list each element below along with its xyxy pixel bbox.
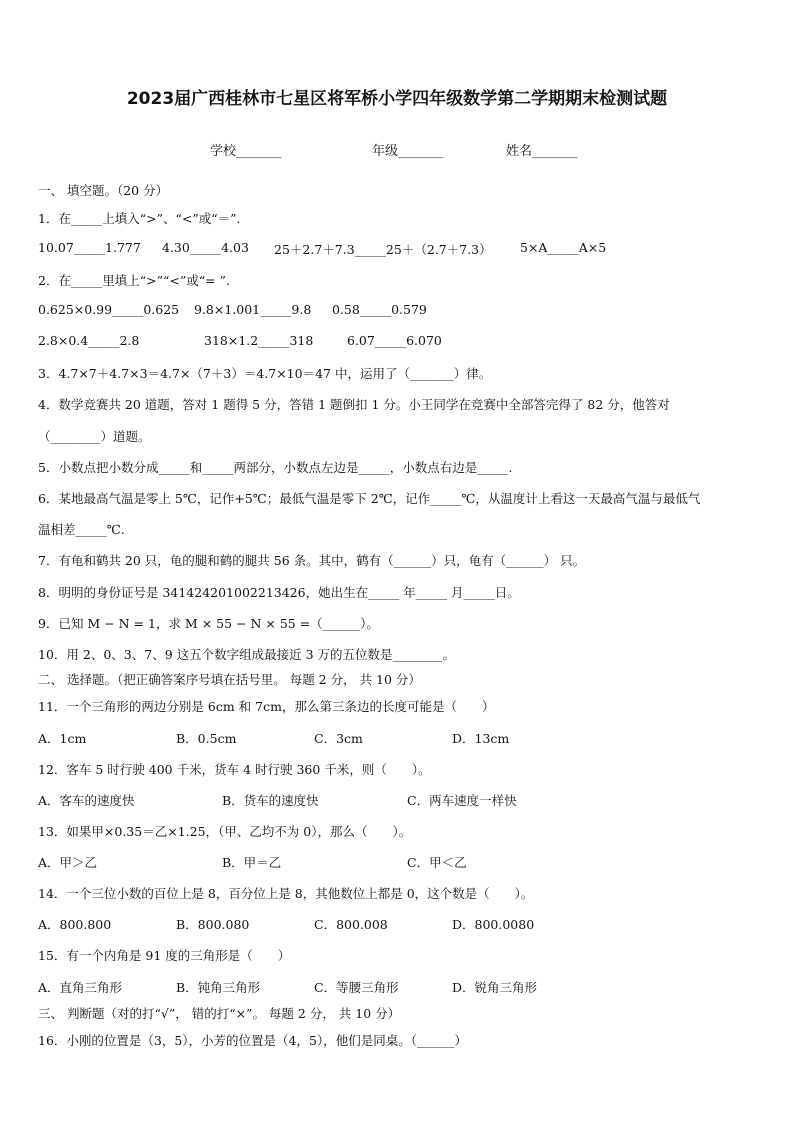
q11-option-b: B．0.5cm [176,731,237,746]
q11-option-c: C．3cm [314,731,363,746]
question-4-continued: （________）道题。 [38,429,151,444]
q12-option-b: B．货车的速度快 [222,793,319,808]
question-16: 16．小刚的位置是（3，5），小芳的位置是（4，5），他们是同桌。（______） [38,1033,467,1048]
question-9: 9．已知 M − N = 1，求 M × 55 − N × 55 =（______）。 [38,616,379,631]
q13-option-b: B．甲＝乙 [222,855,282,870]
q1-item: 5×A_____A×5 [520,240,607,255]
school-field: 学校_______ [210,144,282,159]
question-12: 12．客车 5 时行驶 400 千米，货车 4 时行驶 360 千米，则（ ）。 [38,762,431,777]
q13-option-a: A．甲＞乙 [38,855,98,870]
q15-option-a: A．直角三角形 [38,980,123,995]
q2-item: 9.8×1.001_____9.8 [194,302,312,317]
q2-item: 0.625×0.99_____0.625 [38,302,180,317]
q2-item: 2.8×0.4_____2.8 [38,333,140,348]
q15-option-c: C．等腰三角形 [314,980,399,995]
q11-option-d: D．13cm [452,731,510,746]
q15-option-b: B．钝角三角形 [176,980,261,995]
q2-item: 6.07_____6.070 [347,333,442,348]
q14-option-a: A．800.800 [38,917,112,932]
q2-item: 318×1.2_____318 [204,333,314,348]
question-6: 6．某地最高气温是零上 5℃，记作+5℃；最低气温是零下 2℃，记作_____℃，从温度计上看这一天最高气温与最低气 [38,491,701,506]
q1-item: 4.30_____4.03 [162,240,249,255]
question-15: 15．有一个内角是 91 度的三角形是（ ） [38,948,291,963]
question-6-continued: 温相差_____℃. [38,522,125,537]
question-5: 5．小数点把小数分成_____和_____两部分，小数点左边是_____，小数点右边是_____. [38,460,513,475]
q15-option-d: D．锐角三角形 [452,980,538,995]
grade-field: 年级_______ [372,144,444,159]
question-8: 8．明明的身份证号是 341424201002213426，她出生在_____ 年_____ 月_____日。 [38,585,520,600]
q12-option-c: C．两车速度一样快 [407,793,517,808]
question-3: 3．4.7×7＋4.7×3＝4.7×（7＋3）＝4.7×10＝47 中，运用了（_______）律。 [38,366,492,381]
q14-option-b: B．800.080 [176,917,250,932]
section-heading-choice: 二、 选择题。（把正确答案序号填在括号里。 每题 2 分， 共 10 分） [38,672,421,687]
name-field: 姓名_______ [506,144,578,159]
q1-item: 10.07_____1.777 [38,240,141,255]
question-4: 4．数学竞赛共 20 道题，答对 1 题得 5 分，答错 1 题倒扣 1 分。小王同学在竞赛中全部答完得了 82 分，他答对 [38,397,670,412]
q2-item: 0.58_____0.579 [332,302,427,317]
question-10: 10．用 2、0、3、7、9 这五个数字组成最接近 3 万的五位数是________。 [38,647,456,662]
question-2: 2．在_____里填上“>”“<”或“= ”. [38,273,230,288]
section-heading-fill: 一、 填空题。（20 分） [38,183,169,198]
q14-option-d: D．800.0080 [452,917,535,932]
question-7: 7．有龟和鹤共 20 只，龟的腿和鹤的腿共 56 条。其中，鹤有（______）只，龟有（______） 只。 [38,553,586,568]
q1-item: 25＋2.7＋7.3_____25＋（2.7＋7.3） [274,242,492,257]
question-13: 13．如果甲×0.35＝乙×1.25，（甲、乙均不为 0），那么（ ）。 [38,824,412,839]
question-14: 14．一个三位小数的百位上是 8，百分位上是 8，其他数位上都是 0，这个数是（ ）。 [38,886,534,901]
question-1: 1．在_____上填入“>”、“<”或“＝”． [38,211,249,226]
section-heading-judge: 三、 判断题（对的打“√”， 错的打“×”。 每题 2 分， 共 10 分） [38,1006,401,1021]
q11-option-a: A．1cm [38,731,87,746]
q13-option-c: C．甲＜乙 [407,855,467,870]
q12-option-a: A．客车的速度快 [38,793,135,808]
question-11: 11．一个三角形的两边分别是 6cm 和 7cm，那么第三条边的长度可能是（ ） [38,699,495,714]
q14-option-c: C．800.008 [314,917,388,932]
exam-title: 2023届广西桂林市七星区将军桥小学四年级数学第二学期期末检测试题 [126,89,668,109]
